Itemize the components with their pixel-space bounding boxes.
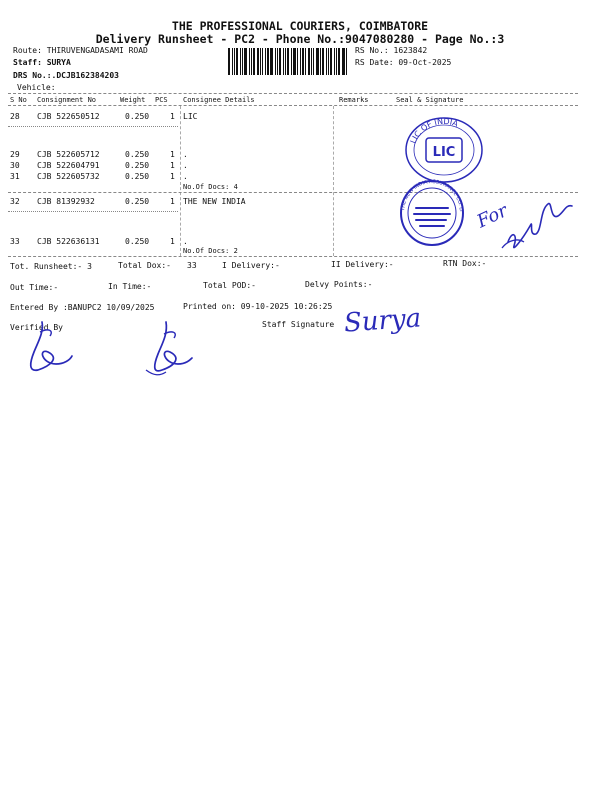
barcode-bar [322, 48, 324, 75]
barcode-bar [277, 48, 278, 75]
barcode-bar [228, 48, 230, 75]
row-consignee: . [183, 172, 188, 181]
i-delivery: I Delivery:- [222, 261, 280, 270]
delvy-points: Delvy Points:- [305, 280, 373, 289]
barcode-bar [300, 48, 301, 75]
lic-stamp-center: LIC [432, 145, 456, 160]
barcode [228, 48, 350, 75]
staff-handwritten-signature: Surya [343, 303, 423, 339]
row-sno: 28 [10, 112, 20, 121]
lic-seal-stamp [396, 108, 492, 188]
col-consignee: Consignee Details [183, 96, 255, 104]
barcode-bar [236, 48, 238, 75]
in-time: In Time:- [108, 282, 152, 291]
row-pcs: 1 [170, 150, 175, 159]
barcode-bar [234, 48, 235, 75]
barcode-bar [305, 48, 306, 75]
barcode-bar [308, 48, 310, 75]
total-dox-label: Total Dox:- [118, 261, 171, 270]
barcode-bar [275, 48, 276, 75]
entered-by: Entered By :BANUPC2 10/09/2025 [10, 303, 155, 312]
barcode-bar [260, 48, 261, 75]
ii-delivery: II Delivery:- [331, 260, 394, 269]
printed-on: Printed on: 09-10-2025 10:26:25 [183, 302, 333, 311]
barcode-bar [293, 48, 296, 75]
row-sno: 32 [10, 197, 20, 206]
row-pcs: 1 [170, 172, 175, 181]
verified-by: Verified By [10, 323, 63, 332]
barcode-bar [334, 48, 335, 75]
row-weight: 0.250 [125, 112, 150, 121]
row-consignment: CJB 522605712 [37, 150, 100, 159]
barcode-bar [320, 48, 321, 75]
remarks-divider [333, 106, 334, 256]
rs-number: RS No.: 1623842 [355, 46, 428, 55]
row-weight: 0.250 [125, 150, 150, 159]
row-consignment: CJB 522636131 [37, 237, 100, 246]
col-pcs: PCS [155, 96, 168, 104]
staff-signature-label: Staff Signature [262, 320, 335, 329]
col-sno: S No [10, 96, 27, 104]
barcode-bar [338, 48, 340, 75]
col-weight: Weight [120, 96, 146, 104]
barcode-bar [328, 48, 329, 75]
for-signature [473, 190, 578, 260]
row-sno: 29 [10, 150, 20, 159]
rs-date: RS Date: 09-Oct-2025 [355, 58, 452, 67]
row-weight: 0.250 [125, 237, 150, 246]
col-consignment: Consignment No [37, 96, 97, 104]
drs-number: DRS No.:.DCJB162384203 [13, 71, 119, 80]
verified-signature-1 [20, 318, 80, 378]
barcode-bar [240, 48, 241, 75]
barcode-bar [244, 48, 247, 75]
row-sno: 30 [10, 161, 20, 170]
row-weight: 0.250 [125, 161, 150, 170]
for-signature-text: For [473, 200, 511, 233]
barcode-bar [265, 48, 266, 75]
svg-text:LIC OF INDIA [409, 117, 460, 145]
staff-label: Staff: SURYA [13, 58, 71, 67]
barcode-bar [279, 48, 281, 75]
row-weight: 0.250 [125, 197, 150, 206]
total-dox-value: 33 [187, 261, 197, 270]
row-consignee: . [183, 150, 188, 159]
header-top-rule [8, 93, 578, 94]
barcode-bar [283, 48, 284, 75]
row-pcs: 1 [170, 197, 175, 206]
barcode-bar [342, 48, 345, 75]
header-bottom-rule [8, 105, 578, 106]
verified-signature-2 [140, 318, 200, 378]
barcode-bar [257, 48, 259, 75]
rtn-dox: RTN Dox:- [443, 259, 487, 268]
barcode-bar [291, 48, 292, 75]
row-consignment: CJB 522605732 [37, 172, 100, 181]
barcode-bar [330, 48, 332, 75]
new-india-stamp-text: THE NEW INDIA ASSURANCE CO. LT [400, 178, 465, 213]
row-consignee: . [183, 237, 188, 246]
row-pcs: 1 [170, 237, 175, 246]
barcode-bar [262, 48, 263, 75]
barcode-bar [285, 48, 286, 75]
row-consignment: CJB 522604791 [37, 161, 100, 170]
barcode-bar [251, 48, 252, 75]
lic-stamp-text: LIC OF INDIA [408, 116, 460, 145]
total-pod: Total POD:- [203, 281, 256, 290]
row-sno: 31 [10, 172, 20, 181]
col-seal: Seal & Signature [396, 96, 464, 104]
barcode-bar [287, 48, 289, 75]
row-consignee: . [183, 161, 188, 170]
company-title: THE PROFESSIONAL COURIERS, COIMBATORE [171, 19, 429, 33]
row-sno: 33 [10, 237, 20, 246]
col-remarks: Remarks [339, 96, 369, 104]
row-weight: 0.250 [125, 172, 150, 181]
barcode-bar [311, 48, 312, 75]
route-label: Route: THIRUVENGADASAMI ROAD [13, 46, 148, 55]
row-pcs: 1 [170, 112, 175, 121]
barcode-bar [242, 48, 243, 75]
runsheet-subtitle: Delivery Runsheet - PC2 - Phone No.:9047080280 - Page No.:3 [95, 32, 505, 46]
row-consignee: LIC [183, 112, 198, 121]
row-consignment: CJB 522650512 [37, 112, 100, 121]
barcode-bar [302, 48, 304, 75]
out-time: Out Time:- [10, 283, 59, 292]
barcode-bar [232, 48, 233, 75]
barcode-bar [249, 48, 250, 75]
new-india-stamp [398, 178, 466, 248]
barcode-bar [336, 48, 337, 75]
tot-runsheet: Tot. Runsheet:- 3 [10, 262, 92, 271]
barcode-bar [270, 48, 273, 75]
barcode-bar [297, 48, 298, 75]
vehicle-label: Vehicle: [17, 83, 56, 92]
row-consignee: THE NEW INDIA [183, 197, 246, 206]
row-rule [8, 126, 178, 127]
barcode-bar [267, 48, 269, 75]
barcode-bar [346, 48, 347, 75]
row-pcs: 1 [170, 161, 175, 170]
docs-count-note: No.Of Docs: 4 [183, 183, 238, 191]
consignee-divider [180, 106, 181, 256]
barcode-bar [316, 48, 319, 75]
barcode-bar [313, 48, 314, 75]
barcode-bar [326, 48, 327, 75]
docs-count-note: No.Of Docs: 2 [183, 247, 238, 255]
row-rule [8, 211, 178, 212]
barcode-bar [253, 48, 255, 75]
row-consignment: CJB 81392932 [37, 197, 95, 206]
